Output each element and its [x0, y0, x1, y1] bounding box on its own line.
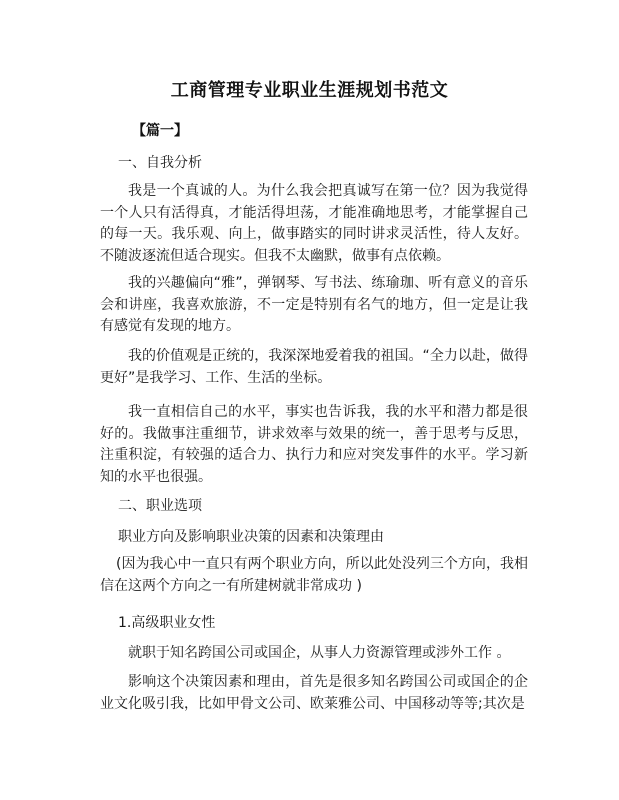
paragraph-personality: 我是一个真诚的人。为什么我会把真诚写在第一位？因为我觉得一个人只有活得真，才能活得坦荡，才能准确地思考，才能掌握自己的每一天。我乐观、向上，做事踏实的同时讲求灵活性，待人友好。不随波逐流但适合现实。但我不太幽默，做事有点依赖。 [100, 183, 528, 264]
career-direction-line: 职业方向及影响职业决策的因素和决策理由 [118, 529, 384, 545]
paragraph-note: (因为我心中一直只有两个职业方向，所以此处没列三个方向，我相信在这两个方向之一有所建树就非常成功 ) [100, 556, 528, 594]
paragraph-reasons: 影响这个决策因素和理由，首先是很多知名跨国公司或国企的企业文化吸引我，比如甲骨文公司、欧莱雅公司、中国移动等等;其次是 [100, 674, 528, 712]
document-title: 工商管理专业职业生涯规划书范文 [170, 80, 449, 101]
career-item-1: 1.高级职业女性 [118, 615, 216, 631]
heading-self-analysis: 一、自我分析 [118, 155, 202, 171]
section-tag: 【篇一】 [132, 123, 188, 139]
heading-career-options: 二、职业选项 [118, 498, 202, 514]
career-item-1-detail: 就职于知名跨国公司或国企，从事人力资源管理或涉外工作 。 [128, 645, 511, 661]
paragraph-values: 我的价值观是正统的，我深深地爱着我的祖国。“全力以赴，做得更好”是我学习、工作、生活的坐标。 [100, 348, 528, 386]
paragraph-interests: 我的兴趣偏向“雅”，弹钢琴、写书法、练瑜珈、听有意义的音乐会和讲座，我喜欢旅游，不一定是特别有名气的地方，但一定是让我有感觉有发现的地方。 [100, 275, 528, 334]
paragraph-abilities: 我一直相信自己的水平，事实也告诉我，我的水平和潜力都是很好的。我做事注重细节，讲求效率与效果的统一，善于思考与反思，注重积淀，有较强的适合力、执行力和应对突发事件的水平。学习新知的水平也很强。 [100, 404, 528, 485]
